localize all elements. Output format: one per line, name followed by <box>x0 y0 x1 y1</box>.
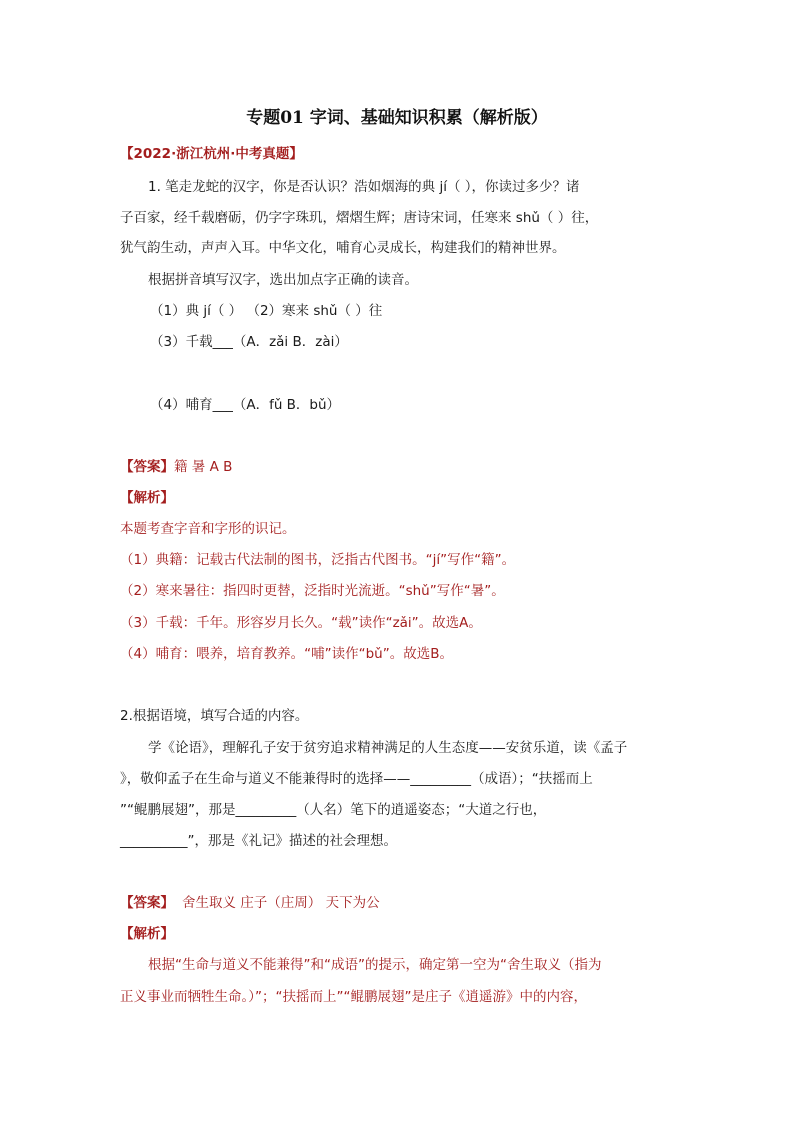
q2-paragraph-line-3: ”“鲲鹏展翅”，那是_________（人名）笔下的逍遥姿态；“大道之行也， <box>120 802 547 818</box>
q2-stem: 2.根据语境，填写合适的内容。 <box>120 708 309 724</box>
q2-paragraph-line-2: 》，敬仰孟子在生命与道义不能兼得时的选择——_________（成语）；“扶摇而上 <box>120 771 593 787</box>
analysis-1-explain-2: （2）寒来暑往：指四时更替，泛指时光流逝。“shǔ”写作“暑”。 <box>120 583 505 599</box>
analysis-1-explain-3: （3）千载：千年。形容岁月长久。“载”读作“zǎi”。故选A。 <box>120 615 482 631</box>
answer-1-values: 籍 暑 A B <box>174 459 233 475</box>
q1-paragraph-line-3: 犹气韵生动，声声入耳。中华文化，哺育心灵成长，构建我们的精神世界。 <box>120 240 566 256</box>
analysis-2-line-1: 根据“生命与道义不能兼得”和“成语”的提示，确定第一空为“舍生取义（指为 <box>148 957 602 973</box>
page-title: 专题01 字词、基础知识积累（解析版） <box>246 108 548 128</box>
answer-label: 【答案】 <box>120 459 174 475</box>
analysis-1-explain-4: （4）哺育：喂养，培育教养。“哺”读作“bǔ”。故选B。 <box>120 646 453 662</box>
analysis-label-1: 【解析】 <box>120 490 174 506</box>
q2-paragraph-line-4: __________”，那是《礼记》描述的社会理想。 <box>120 833 397 849</box>
q1-instruction: 根据拼音填写汉字，选出加点字正确的读音。 <box>148 272 418 288</box>
answer-2 <box>120 893 380 913</box>
analysis-label-2: 【解析】 <box>120 926 174 942</box>
q1-item-3: （3）千载___（A．zǎi B．zài） <box>150 334 348 350</box>
answer-1 <box>120 457 232 477</box>
analysis-2-line-2: 正义事业而牺牲生命。）”；“扶摇而上”“鲲鹏展翅”是庄子《逍遥游》中的内容， <box>120 989 587 1005</box>
q1-item-4: （4）哺育___（A．fǔ B．bǔ） <box>150 397 341 413</box>
analysis-1-explain-1: （1）典籍：记载古代法制的图书，泛指古代图书。“jí”写作“籍”。 <box>120 552 516 568</box>
q2-paragraph-line-1: 学《论语》，理解孔子安于贫穷追求精神满足的人生态度——安贫乐道，读《孟子 <box>148 740 628 756</box>
answer-label: 【答案】 <box>120 895 174 911</box>
q1-paragraph-line-1: 1. 笔走龙蛇的汉字，你是否认识？浩如烟海的典 jí（ ），你读过多少？诸 <box>148 179 580 195</box>
answer-2-values: 舍生取义 庄子（庄周） 天下为公 <box>182 895 380 911</box>
analysis-1-intro: 本题考查字音和字形的识记。 <box>120 521 296 537</box>
q1-paragraph-line-2: 子百家，经千载磨砺，仍字字珠玑，熠熠生辉；唐诗宋词，任寒来 shǔ（ ）往， <box>120 210 599 226</box>
source-tag: 【2022·浙江杭州·中考真题】 <box>120 146 303 162</box>
q1-item-1-2: （1）典 jí（ ） （2）寒来 shǔ（ ）往 <box>150 303 383 319</box>
